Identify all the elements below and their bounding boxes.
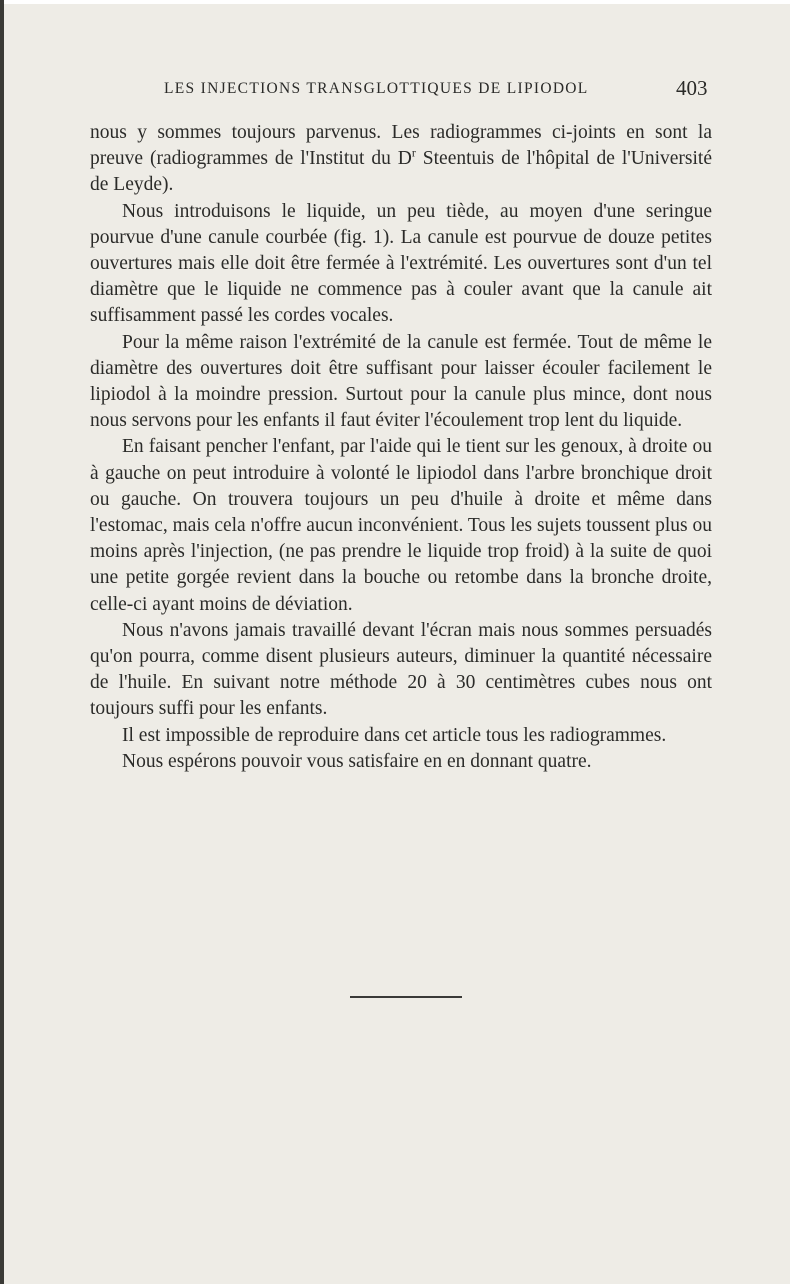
paragraph-1 xyxy=(90,120,712,199)
paragraph-4: En faisant pencher l'enfant, par l'aide qui le tient sur les genoux, à droite ou à gauche on peut introduire à volonté le lipiodol dans l'arbre bronchique droit ou gauche. On trouvera toujours un peu d'huile à droite et même dans l'estomac, mais cela n'offre aucun inconvénient. Tous les sujets toussent plus ou moins après l'injection, (ne pas prendre le liquide trop froid) à la suite de quoi une petite gorgée revient dans la bouche ou retombe dans la bronche droite, celle-ci ayant moins de déviation. xyxy=(90,436,712,615)
end-rule xyxy=(350,996,462,998)
paragraph-1-part-a: nous y sommes toujours parvenus. Les radiogrammes ci-joints en sont la preuve (radiogrammes de l'Institut du D xyxy=(90,122,712,170)
paragraph-7: Nous espérons pouvoir vous satisfaire en en donnant quatre. xyxy=(122,750,592,772)
page-number: 403 xyxy=(676,76,708,100)
book-page xyxy=(4,4,790,1284)
paragraph-3: Pour la même raison l'extrémité de la canule est fermée. Tout de même le diamètre des ouvertures doit être suffisant pour laisser écouler facilement le lipiodol à la moindre pression. Surtout pour la canule plus mince, dont nous nous servons pour les enfants il faut éviter l'écoulement trop lent du liquide. xyxy=(90,331,712,432)
paragraph-2: Nous introduisons le liquide, un peu tiède, au moyen d'une seringue pourvue d'une canule courbée (fig. 1). La canule est pourvue de douze petites ouvertures mais elle doit être fermée à l'extrémité. Les ouvertures sont d'un tel diamètre que le liquide ne commence pas à couler avant que la canule ait suffisamment passé les cordes vocales. xyxy=(90,200,712,327)
running-title: LES INJECTIONS TRANSGLOTTIQUES DE LIPIODOL xyxy=(164,80,589,97)
paragraph-6: Il est impossible de reproduire dans cet article tous les radiogrammes. xyxy=(122,724,667,746)
paragraph-1-part-b: Steentuis de l'hôpital de l'Université de Leyde). xyxy=(90,148,713,196)
doctor-abbrev-superscript: r xyxy=(411,145,416,160)
paragraph-5: Nous n'avons jamais travaillé devant l'écran mais nous sommes persuadés qu'on pourra, comme disent plusieurs auteurs, diminuer la quantité nécessaire de l'huile. En suivant notre méthode 20 à 30 centimètres cubes nous ont toujours suffi pour les enfants. xyxy=(90,619,712,720)
body-text xyxy=(90,120,712,775)
